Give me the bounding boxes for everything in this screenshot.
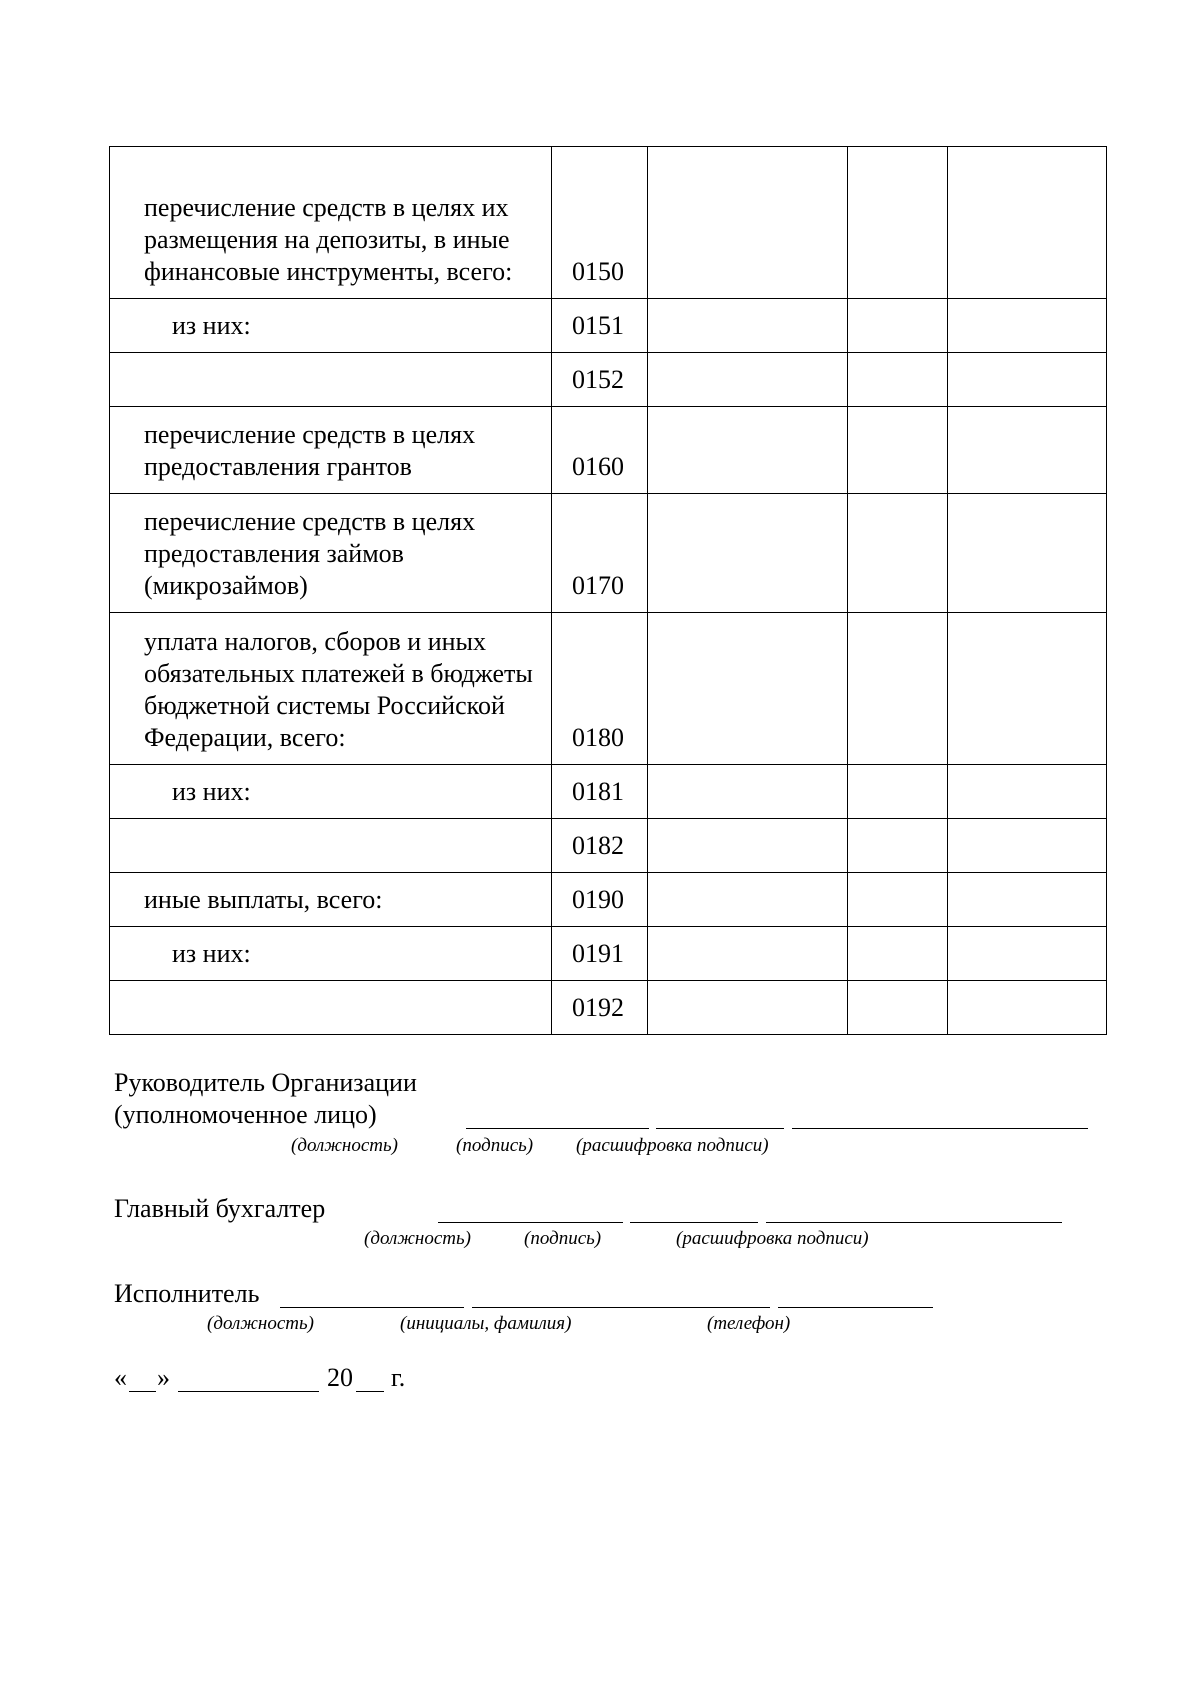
accountant-position-hint: (должность) bbox=[364, 1228, 471, 1249]
table-row bbox=[110, 981, 1107, 1035]
value-cell[interactable] bbox=[848, 927, 948, 981]
value-cell[interactable] bbox=[648, 819, 848, 873]
value-cell[interactable] bbox=[848, 819, 948, 873]
value-cell[interactable] bbox=[648, 299, 848, 353]
executor-position-line[interactable] bbox=[280, 1307, 464, 1308]
value-cell[interactable] bbox=[648, 147, 848, 299]
row-name bbox=[110, 819, 552, 873]
value-cell[interactable] bbox=[848, 147, 948, 299]
row-name bbox=[110, 981, 552, 1035]
table-row bbox=[110, 494, 1107, 613]
value-cell[interactable] bbox=[648, 353, 848, 407]
value-cell[interactable] bbox=[848, 494, 948, 613]
value-cell[interactable] bbox=[948, 407, 1107, 494]
executor-position-hint: (должность) bbox=[207, 1313, 314, 1334]
executor-label: Исполнитель bbox=[114, 1279, 260, 1308]
value-cell[interactable] bbox=[648, 927, 848, 981]
accountant-decoding-line[interactable] bbox=[766, 1222, 1062, 1223]
value-cell[interactable] bbox=[648, 494, 848, 613]
row-code: 0170 bbox=[552, 494, 648, 613]
date-year-line[interactable] bbox=[356, 1391, 384, 1392]
accountant-signature-hint: (подпись) bbox=[524, 1228, 602, 1249]
value-cell[interactable] bbox=[948, 353, 1107, 407]
row-code: 0181 bbox=[552, 765, 648, 819]
head-position-hint: (должность) bbox=[291, 1135, 398, 1156]
row-code: 0190 bbox=[552, 873, 648, 927]
row-name: из них: bbox=[110, 299, 552, 353]
value-cell[interactable] bbox=[848, 353, 948, 407]
value-cell[interactable] bbox=[848, 613, 948, 765]
table-row bbox=[110, 819, 1107, 873]
date-year-prefix: 20 bbox=[327, 1363, 353, 1392]
table-row bbox=[110, 927, 1107, 981]
value-cell[interactable] bbox=[848, 873, 948, 927]
row-code: 0160 bbox=[552, 407, 648, 494]
table-row bbox=[110, 353, 1107, 407]
accountant-label: Главный бухгалтер bbox=[114, 1194, 326, 1223]
value-cell[interactable] bbox=[948, 299, 1107, 353]
head-decoding-hint: (расшифровка подписи) bbox=[576, 1135, 769, 1156]
value-cell[interactable] bbox=[648, 873, 848, 927]
executor-name-hint: (инициалы, фамилия) bbox=[400, 1313, 572, 1334]
table-row bbox=[110, 147, 1107, 299]
row-name: иные выплаты, всего: bbox=[110, 873, 552, 927]
value-cell[interactable] bbox=[648, 765, 848, 819]
value-cell[interactable] bbox=[948, 981, 1107, 1035]
row-code: 0182 bbox=[552, 819, 648, 873]
table-row bbox=[110, 299, 1107, 353]
value-cell[interactable] bbox=[948, 613, 1107, 765]
value-cell[interactable] bbox=[648, 981, 848, 1035]
row-name: перечисление средств в целях предоставления грантов bbox=[110, 407, 552, 494]
value-cell[interactable] bbox=[848, 981, 948, 1035]
accountant-position-line[interactable] bbox=[438, 1222, 623, 1223]
value-cell[interactable] bbox=[948, 494, 1107, 613]
table-row bbox=[110, 765, 1107, 819]
value-cell[interactable] bbox=[948, 147, 1107, 299]
table-row bbox=[110, 873, 1107, 927]
value-cell[interactable] bbox=[648, 613, 848, 765]
row-code: 0192 bbox=[552, 981, 648, 1035]
row-code: 0151 bbox=[552, 299, 648, 353]
row-code: 0152 bbox=[552, 353, 648, 407]
head-signature-line[interactable] bbox=[656, 1128, 784, 1129]
date-close-quote: » bbox=[157, 1363, 170, 1392]
value-cell[interactable] bbox=[848, 407, 948, 494]
date-month-line[interactable] bbox=[178, 1391, 319, 1392]
value-cell[interactable] bbox=[948, 927, 1107, 981]
value-cell[interactable] bbox=[848, 299, 948, 353]
value-cell[interactable] bbox=[848, 765, 948, 819]
row-name: из них: bbox=[110, 927, 552, 981]
date-day-line[interactable] bbox=[129, 1391, 156, 1392]
row-name: перечисление средств в целях их размещения на депозиты, в иные финансовые инструменты, всего: bbox=[110, 147, 552, 299]
table-row bbox=[110, 613, 1107, 765]
value-cell[interactable] bbox=[648, 407, 848, 494]
value-cell[interactable] bbox=[948, 819, 1107, 873]
head-label-line2: (уполномоченное лицо) bbox=[114, 1100, 377, 1129]
head-position-line[interactable] bbox=[466, 1128, 649, 1129]
row-code: 0150 bbox=[552, 147, 648, 299]
date-open-quote: « bbox=[114, 1363, 127, 1392]
row-name: из них: bbox=[110, 765, 552, 819]
executor-phone-hint: (телефон) bbox=[707, 1313, 791, 1334]
table-row bbox=[110, 407, 1107, 494]
row-name: уплата налогов, сборов и иных обязательных платежей в бюджеты бюджетной системы Российской Федерации, всего: bbox=[110, 613, 552, 765]
value-cell[interactable] bbox=[948, 873, 1107, 927]
head-signature-hint: (подпись) bbox=[456, 1135, 534, 1156]
executor-phone-line[interactable] bbox=[778, 1307, 933, 1308]
value-cell[interactable] bbox=[948, 765, 1107, 819]
row-code: 0180 bbox=[552, 613, 648, 765]
executor-name-line[interactable] bbox=[472, 1307, 770, 1308]
row-name bbox=[110, 353, 552, 407]
head-decoding-line[interactable] bbox=[792, 1128, 1088, 1129]
head-label-line1: Руководитель Организации bbox=[114, 1068, 417, 1097]
accountant-decoding-hint: (расшифровка подписи) bbox=[676, 1228, 869, 1249]
row-code: 0191 bbox=[552, 927, 648, 981]
row-name: перечисление средств в целях предоставления займов (микрозаймов) bbox=[110, 494, 552, 613]
accountant-signature-line[interactable] bbox=[630, 1222, 758, 1223]
date-year-suffix: г. bbox=[391, 1363, 406, 1392]
report-table bbox=[109, 146, 1107, 1035]
